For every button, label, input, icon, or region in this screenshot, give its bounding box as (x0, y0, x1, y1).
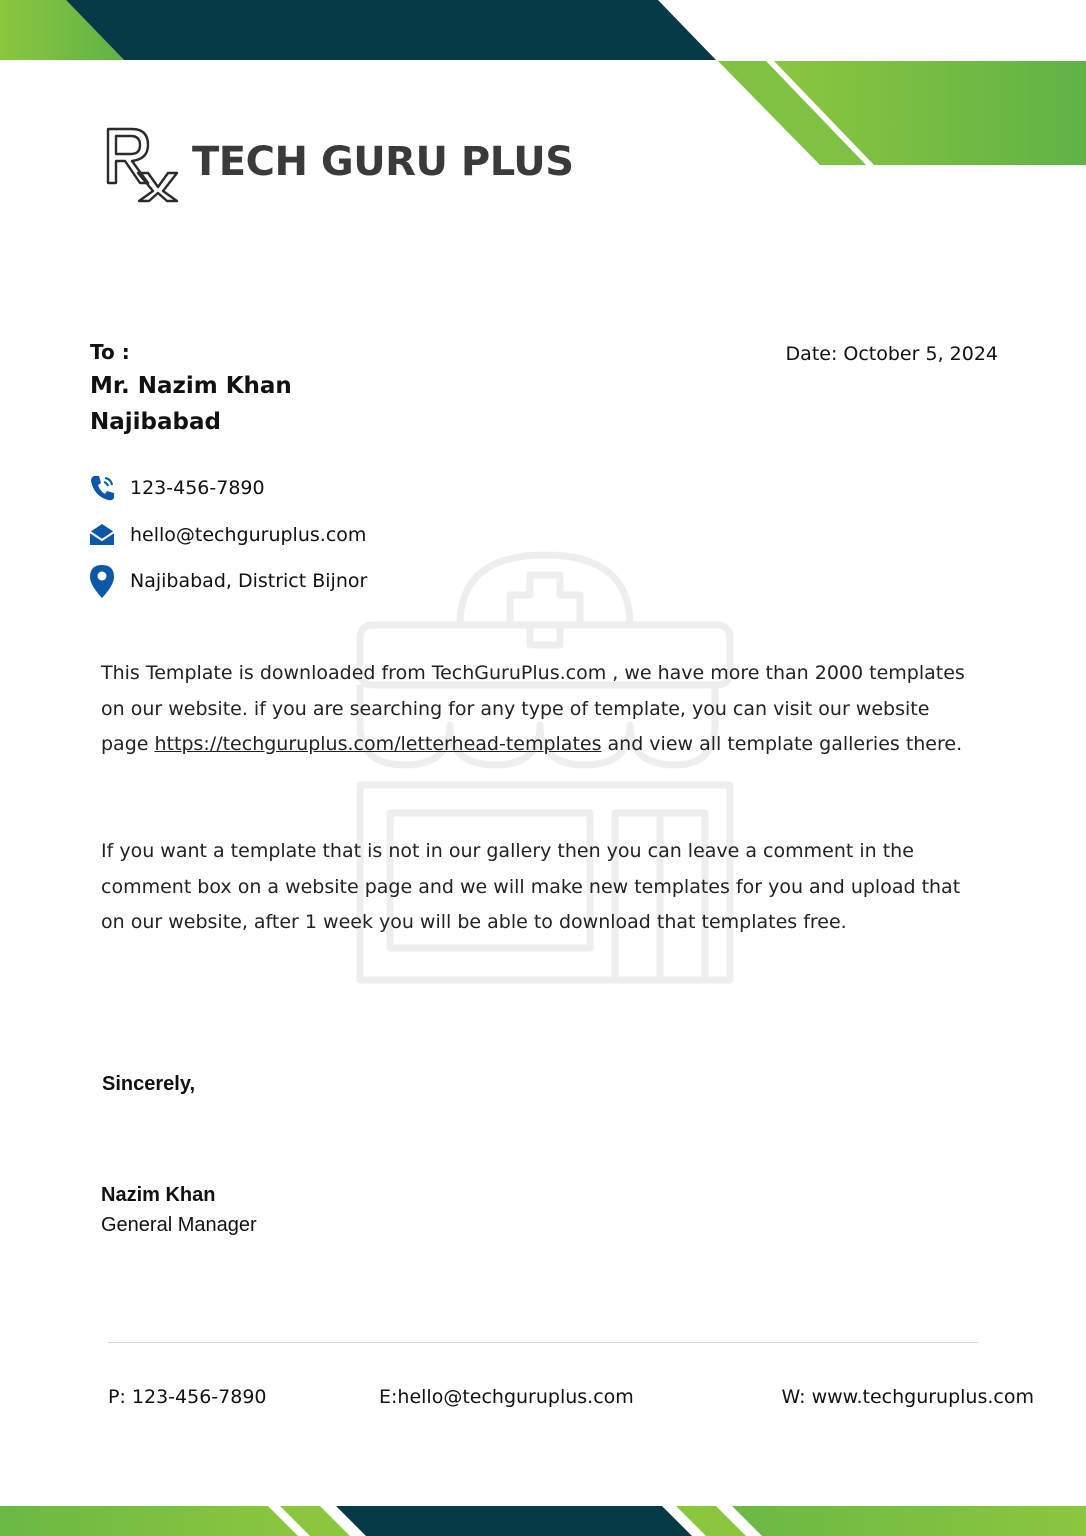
footer-navy-band (336, 1506, 692, 1536)
closing: Sincerely, (102, 1073, 196, 1095)
footer-website[interactable]: W: www.techguruplus.com (781, 1386, 1034, 1408)
footer-phone: P: 123-456-7890 (108, 1386, 267, 1408)
company-name: TECH GURU PLUS (192, 139, 574, 185)
contact-phone-row (88, 473, 265, 503)
footer-divider (108, 1342, 978, 1343)
header-navy-band (66, 0, 716, 60)
to-label: To : (90, 340, 130, 364)
footer-decoration (0, 1500, 1086, 1536)
contact-email-text[interactable]: hello@techguruplus.com (130, 524, 367, 546)
body-paragraph-1-text: This Template is downloaded from TechGuruPlus.com , we have more than 2000 templates on our website. if you are searching for any type of template, you can visit our website page (101, 662, 965, 755)
contact-address-row (88, 566, 367, 596)
contact-phone-text: 123-456-7890 (130, 477, 265, 499)
body-paragraph-2: If you want a template that is not in our gallery then you can leave a comment in the comment box on a website page and we will make new templates for you and upload that on our website, after 1 week you will be able to download that templates free. (101, 840, 961, 933)
envelope-icon (88, 520, 116, 550)
contact-address-text: Najibabad, District Bijnor (130, 570, 368, 592)
signer-title: General Manager (101, 1214, 257, 1236)
recipient-city: Najibabad (90, 409, 221, 435)
phone-icon (88, 473, 116, 503)
footer-green-left (0, 1506, 298, 1536)
footer-green-right (732, 1506, 1086, 1536)
signer-name: Nazim Khan (101, 1184, 216, 1206)
letterhead-templates-link[interactable]: https://techguruplus.com/letterhead-templates (154, 733, 602, 755)
rx-icon (104, 125, 180, 203)
map-pin-icon (88, 563, 116, 599)
body-paragraph-1-tail: and view all template galleries there. (601, 733, 963, 755)
body-paragraph-1 (101, 656, 981, 763)
recipient-name: Mr. Nazim Khan (90, 373, 292, 399)
letter-date: Date: October 5, 2024 (785, 343, 998, 365)
footer-email[interactable]: E:hello@techguruplus.com (379, 1386, 634, 1408)
contact-email-row (88, 520, 366, 550)
